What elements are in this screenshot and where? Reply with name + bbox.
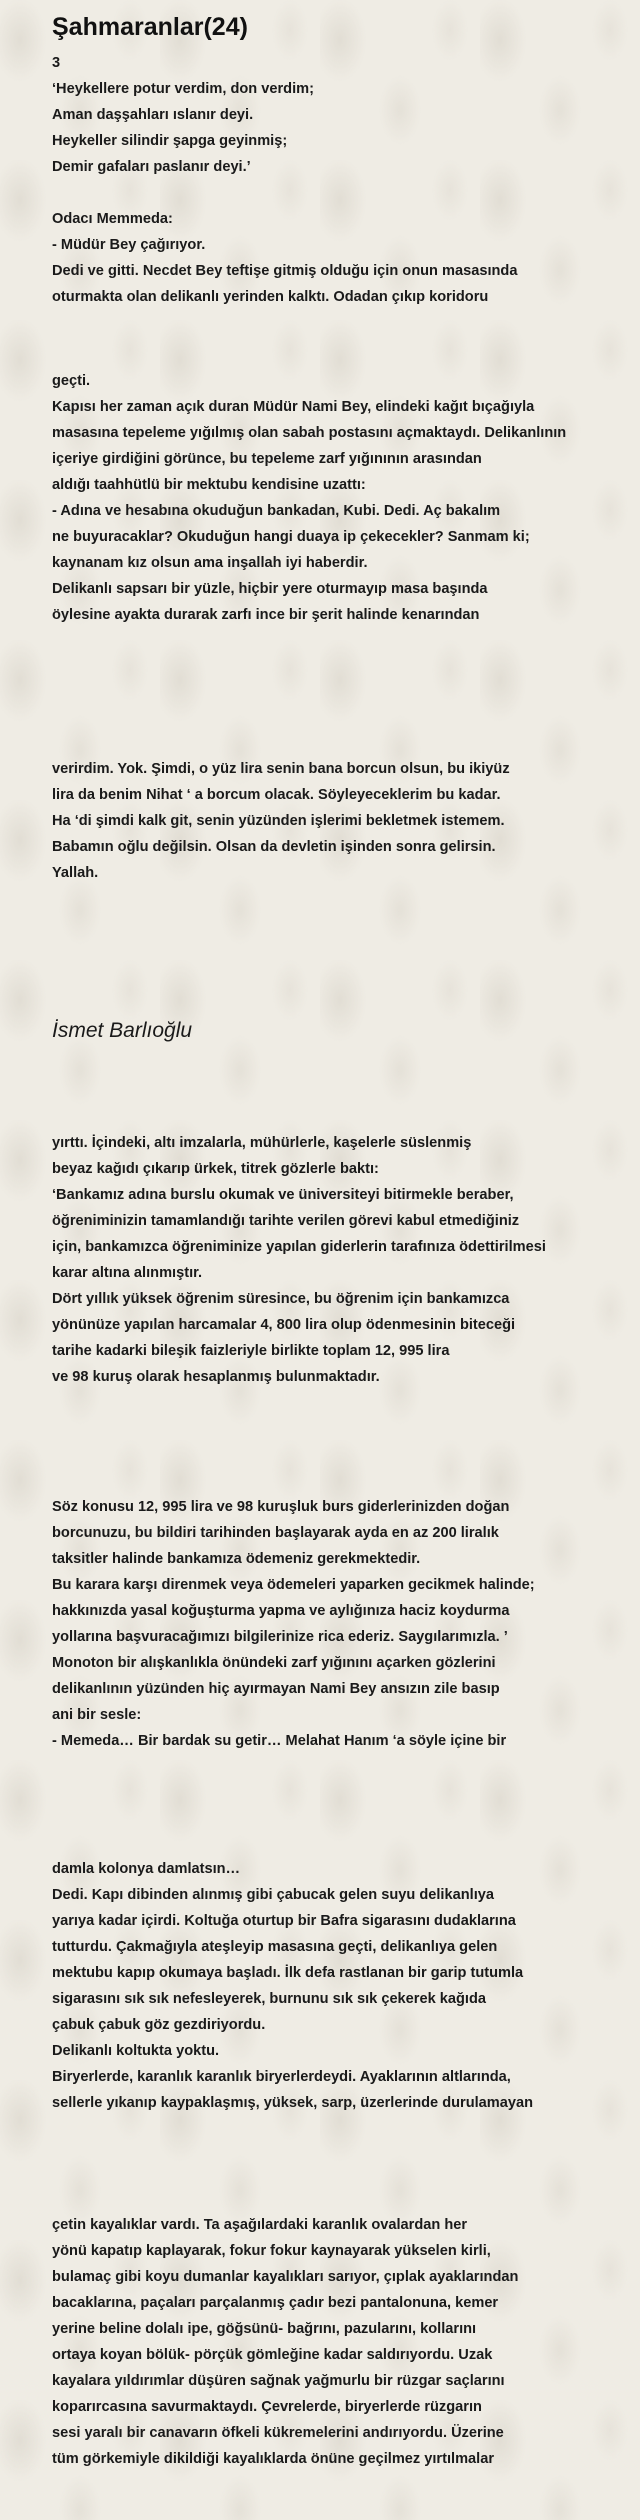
text-line: çetin kayalıklar vardı. Ta aşağılardaki karanlık ovalardan her [52, 2217, 468, 2233]
text-line: ‘Heykellere potur verdim, don verdim; [52, 81, 314, 97]
author-name: İsmet Barlıoğlu [52, 1019, 193, 1042]
text-line: yönü kapatıp kaplayarak, fokur fokur kaynayarak yükselen kirli, [52, 2243, 491, 2259]
text-line: yarıya kadar içirdi. Koltuğa oturtup bir Bafra sigarasını dudaklarına [52, 1913, 516, 1929]
text-section-3 [52, 756, 612, 886]
text-line: koparırcasına savurmaktaydı. Çevrelerde, biryerlerde rüzgarın [52, 2399, 482, 2415]
text-line: masasına tepeleme yığılmış olan sabah postasını açmaktaydı. Delikanlının [52, 425, 567, 441]
text-line: ne buyuracaklar? Okuduğun hangi duaya ip çekecekler? Sanmam ki; [52, 529, 530, 545]
text-line: ve 98 kuruş olarak hesaplanmış bulunmaktadır. [52, 1369, 380, 1385]
text-line: Aman daşşahları ıslanır deyi. [52, 107, 254, 123]
text-line: sellerle yıkanıp kaypaklaşmış, yüksek, sarp, üzerlerinde durulamayan [52, 2095, 534, 2111]
text-line: damla kolonya damlatsın… [52, 1861, 241, 1877]
text-section-7 [52, 2212, 612, 2472]
text-line: için, bankamızca öğreniminize yapılan giderlerin tarafınıza ödettirilmesi [52, 1239, 546, 1255]
text-line: öylesine ayakta durarak zarfı ince bir şerit halinde kenarından [52, 607, 480, 623]
text-line: kaynanam kız olsun ama inşallah iyi haberdir. [52, 555, 368, 571]
text-line: delikanlının yüzünden hiç ayırmayan Nami Bey ansızın zile basıp [52, 1681, 500, 1697]
text-line: taksitler halinde bankamıza ödemeniz gerekmektedir. [52, 1551, 421, 1567]
text-line: Heykeller silindir şapga geyinmiş; [52, 133, 288, 149]
text-line: yönünüze yapılan harcamalar 4, 800 lira olup ödenmesinin biteceği [52, 1317, 516, 1333]
text-line: mektubu kapıp okumaya başladı. İlk defa rastlanan bir garip tutumla [52, 1965, 524, 1981]
text-section-1 [52, 50, 612, 310]
text-line: verirdim. Yok. Şimdi, o yüz lira senin bana borcun olsun, bu ikiyüz [52, 761, 510, 777]
text-line: sigarasını sık sık nefesleyerek, burnunu sık sık çekerek kağıda [52, 1991, 486, 2007]
text-line: Delikanlı koltukta yoktu. [52, 2043, 220, 2059]
text-section-5 [52, 1494, 612, 1754]
text-line: Odacı Memmeda: [52, 211, 173, 227]
text-line: ‘Bankamız adına burslu okumak ve üniversiteyi bitirmekle beraber, [52, 1187, 514, 1203]
text-line: aldığı taahhütlü bir mektubu kendisine uzattı: [52, 477, 366, 493]
text-line: - Müdür Bey çağırıyor. [52, 237, 206, 253]
text-line: hakkınızda yasal koğuşturma yapma ve aylığınıza haciz koydurma [52, 1603, 510, 1619]
text-line: Delikanlı sapsarı bir yüzle, hiçbir yere oturmayıp masa başında [52, 581, 488, 597]
text-line: - Adına ve hesabına okuduğun bankadan, Kubi. Dedi. Aç bakalım [52, 503, 501, 519]
text-line: ani bir sesle: [52, 1707, 142, 1723]
text-line: karar altına alınmıştır. [52, 1265, 203, 1281]
page-title: Şahmaranlar(24) [52, 13, 248, 41]
text-line: kayalara yıldırımlar düşüren sağnak yağmurlu bir rüzgar saçlarını [52, 2373, 505, 2389]
text-section-2 [52, 368, 612, 628]
text-line: Demir gafaları paslanır deyi.’ [52, 159, 251, 175]
text-line: tarihe kadarki bileşik faizleriyle birlikte toplam 12, 995 lira [52, 1343, 450, 1359]
text-line: Yallah. [52, 865, 99, 881]
paragraph-gap [52, 180, 612, 206]
text-line: Monoton bir alışkanlıkla önündeki zarf yığınını açarken gözlerini [52, 1655, 496, 1671]
text-line: beyaz kağıdı çıkarıp ürkek, titrek gözlerle baktı: [52, 1161, 379, 1177]
text-line: Dedi ve gitti. Necdet Bey teftişe gitmiş olduğu için onun masasında [52, 263, 518, 279]
text-section-6 [52, 1856, 612, 2116]
text-line: bacaklarına, paçaları parçalanmış çadır bezi pantalonuna, kemer [52, 2295, 499, 2311]
text-line: Söz konusu 12, 995 lira ve 98 kuruşluk burs giderlerinizden doğan [52, 1499, 510, 1515]
text-line: Dört yıllık yüksek öğrenim süresince, bu öğrenim için bankamızca [52, 1291, 510, 1307]
text-line: Ha ‘di şimdi kalk git, senin yüzünden işlerimi bekletmek istemem. [52, 813, 505, 829]
text-line: yerine beline dolalı ipe, göğsünü- bağrını, pazularını, kollarını [52, 2321, 477, 2337]
text-line: ortaya koyan bölük- pörçük gömleğine kadar saldırıyordu. Uzak [52, 2347, 493, 2363]
text-line: bulamaç gibi koyu dumanlar kayalıkları sarıyor, çıplak ayaklarından [52, 2269, 519, 2285]
text-line: geçti. [52, 373, 91, 389]
text-line: yırttı. İçindeki, altı imzalarla, mühürlerle, kaşelerle süslenmiş [52, 1135, 472, 1151]
text-line: öğreniminizin tamamlandığı tarihte verilen görevi kabul etmediğiniz [52, 1213, 520, 1229]
text-section-4 [52, 1130, 612, 1390]
text-line: Biryerlerde, karanlık karanlık biryerlerdeydi. Ayaklarının altlarında, [52, 2069, 511, 2085]
text-line: çabuk çabuk göz gezdiriyordu. [52, 2017, 266, 2033]
text-line: tutturdu. Çakmağıyla ateşleyip masasına geçti, delikanlıya gelen [52, 1939, 498, 1955]
text-line: borcunuzu, bu bildiri tarihinden başlayarak ayda en az 200 liralık [52, 1525, 499, 1541]
text-line: - Memeda… Bir bardak su getir… Melahat Hanım ‘a söyle içine bir [52, 1733, 507, 1749]
text-line: 3 [52, 55, 61, 71]
text-line: Dedi. Kapı dibinden alınmış gibi çabucak gelen suyu delikanlıya [52, 1887, 494, 1903]
text-line: yollarına başvuracağımızı bilgilerinize rica ederiz. Saygılarımızla. ’ [52, 1629, 508, 1645]
text-line: içeriye girdiğini görünce, bu tepeleme zarf yığınının arasından [52, 451, 482, 467]
text-line: Bu karara karşı direnmek veya ödemeleri yaparken gecikmek halinde; [52, 1577, 535, 1593]
text-line: Kapısı her zaman açık duran Müdür Nami Bey, elindeki kağıt bıçağıyla [52, 399, 535, 415]
text-line: tüm görkemiyle dikildiği kayalıklarda önüne geçilmez yırtılmalar [52, 2451, 495, 2467]
text-line: sesi yaralı bir canavarın öfkeli kükremelerini andırıyordu. Üzerine [52, 2425, 504, 2441]
text-line: lira da benim Nihat ‘ a borcum olacak. Söyleyeceklerim bu kadar. [52, 787, 501, 803]
text-line: Babamın oğlu değilsin. Olsan da devletin işinden sonra gelirsin. [52, 839, 496, 855]
text-line: oturmakta olan delikanlı yerinden kalktı. Odadan çıkıp koridoru [52, 289, 489, 305]
